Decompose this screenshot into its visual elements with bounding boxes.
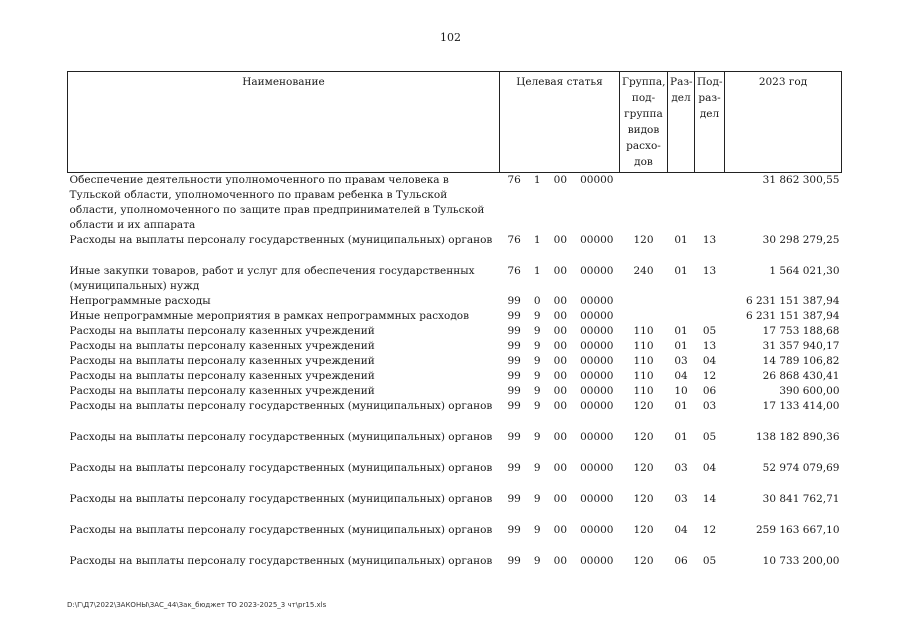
row-amount: 259 163 667,10 bbox=[756, 524, 840, 536]
table-row bbox=[68, 461, 842, 492]
row-section: 01 bbox=[674, 234, 688, 246]
header-year: 2023 год bbox=[725, 72, 842, 173]
row-group: 120 bbox=[633, 493, 654, 505]
table-row bbox=[68, 233, 842, 264]
budget-table bbox=[67, 71, 842, 569]
target-code-c3: 00 bbox=[553, 310, 568, 322]
row-section: 03 bbox=[674, 355, 688, 367]
row-subsection: 05 bbox=[702, 555, 717, 567]
row-name: Расходы на выплаты персоналу казенных учреждений bbox=[69, 385, 375, 397]
target-code-c2: 9 bbox=[533, 493, 541, 505]
row-name: Обеспечение деятельности уполномоченного по правам человека в Тульской области, уполномоченного по правам ребенка в Тульской области, уполномоченного по защите прав предпринимателей в Тульской области и их аппарата bbox=[69, 174, 485, 231]
row-target-code bbox=[500, 339, 620, 354]
target-code-parts bbox=[502, 384, 618, 399]
header-subsection: Под-раз-дел bbox=[695, 72, 725, 173]
row-amount: 1 564 021,30 bbox=[769, 265, 840, 277]
target-code-c1: 99 bbox=[507, 295, 521, 307]
table-row bbox=[68, 264, 842, 294]
target-code-c1: 99 bbox=[507, 524, 521, 536]
row-subsection: 13 bbox=[702, 340, 717, 352]
row-target-code bbox=[500, 294, 620, 309]
row-section: 04 bbox=[674, 370, 688, 382]
table-header-row bbox=[68, 72, 842, 173]
target-code-parts bbox=[502, 339, 618, 354]
row-target-code bbox=[500, 554, 620, 569]
row-subsection: 04 bbox=[702, 462, 717, 474]
row-group: 120 bbox=[633, 462, 654, 474]
target-code-c3: 00 bbox=[553, 493, 568, 505]
target-code-parts bbox=[502, 324, 618, 339]
header-section: Раз-дел bbox=[668, 72, 695, 173]
row-subsection: 05 bbox=[702, 431, 717, 443]
row-group: 110 bbox=[633, 325, 654, 337]
row-amount: 6 231 151 387,94 bbox=[745, 295, 840, 307]
target-code-c4: 00000 bbox=[580, 431, 614, 443]
row-amount: 31 357 940,17 bbox=[762, 340, 840, 352]
target-code-c4: 00000 bbox=[580, 385, 614, 397]
target-code-c3: 00 bbox=[553, 524, 568, 536]
target-code-c2: 0 bbox=[533, 295, 541, 307]
row-subsection: 04 bbox=[702, 355, 717, 367]
target-code-c1: 99 bbox=[507, 355, 521, 367]
table-row bbox=[68, 309, 842, 324]
row-section: 01 bbox=[674, 340, 688, 352]
target-code-parts bbox=[502, 554, 618, 569]
row-section: 03 bbox=[674, 493, 688, 505]
row-target-code bbox=[500, 369, 620, 384]
row-amount: 31 862 300,55 bbox=[762, 174, 840, 186]
target-code-parts bbox=[502, 523, 618, 538]
target-code-c3: 00 bbox=[553, 555, 568, 567]
target-code-c1: 99 bbox=[507, 555, 521, 567]
row-target-code bbox=[500, 384, 620, 399]
table-row bbox=[68, 173, 842, 234]
target-code-c4: 00000 bbox=[580, 340, 614, 352]
target-code-c2: 9 bbox=[533, 462, 541, 474]
target-code-c4: 00000 bbox=[580, 310, 614, 322]
target-code-parts bbox=[502, 309, 618, 324]
row-target-code bbox=[500, 492, 620, 523]
table-row bbox=[68, 554, 842, 569]
row-group: 110 bbox=[633, 340, 654, 352]
row-name: Расходы на выплаты персоналу государственных (муниципальных) органов bbox=[69, 400, 493, 412]
table-row bbox=[68, 354, 842, 369]
row-subsection: 12 bbox=[702, 370, 717, 382]
target-code-c2: 9 bbox=[533, 355, 541, 367]
row-section bbox=[668, 294, 695, 309]
table-row bbox=[68, 324, 842, 339]
target-code-c3: 00 bbox=[553, 385, 568, 397]
row-group: 120 bbox=[633, 400, 654, 412]
target-code-c1: 99 bbox=[507, 385, 521, 397]
row-section: 04 bbox=[674, 524, 688, 536]
row-section: 01 bbox=[674, 400, 688, 412]
row-group: 110 bbox=[633, 370, 654, 382]
row-amount: 17 753 188,68 bbox=[762, 325, 840, 337]
row-target-code bbox=[500, 354, 620, 369]
target-code-parts bbox=[502, 294, 618, 309]
target-code-c3: 00 bbox=[553, 295, 568, 307]
target-code-c3: 00 bbox=[553, 325, 568, 337]
target-code-c3: 00 bbox=[553, 355, 568, 367]
target-code-c3: 00 bbox=[553, 234, 568, 246]
row-name: Расходы на выплаты персоналу казенных учреждений bbox=[69, 370, 375, 382]
table-row bbox=[68, 384, 842, 399]
target-code-parts bbox=[502, 233, 618, 248]
row-name: Расходы на выплаты персоналу государственных (муниципальных) органов bbox=[69, 234, 493, 246]
row-target-code bbox=[500, 523, 620, 554]
row-name: Расходы на выплаты персоналу государственных (муниципальных) органов bbox=[69, 462, 493, 474]
target-code-c3: 00 bbox=[553, 370, 568, 382]
target-code-parts bbox=[502, 264, 618, 279]
row-group: 120 bbox=[633, 524, 654, 536]
row-section: 10 bbox=[674, 385, 688, 397]
row-target-code bbox=[500, 461, 620, 492]
row-target-code bbox=[500, 264, 620, 294]
row-subsection bbox=[695, 294, 725, 309]
target-code-parts bbox=[502, 354, 618, 369]
row-amount: 138 182 890,36 bbox=[756, 431, 840, 443]
target-code-parts bbox=[502, 369, 618, 384]
row-name: Непрограммные расходы bbox=[69, 295, 211, 307]
target-code-c2: 1 bbox=[533, 174, 541, 186]
target-code-c3: 00 bbox=[553, 174, 568, 186]
header-name: Наименование bbox=[68, 72, 500, 173]
page-number: 102 bbox=[440, 31, 461, 44]
target-code-c2: 9 bbox=[533, 340, 541, 352]
row-subsection: 06 bbox=[702, 385, 717, 397]
row-group: 110 bbox=[633, 385, 654, 397]
row-section bbox=[668, 309, 695, 324]
row-section: 06 bbox=[674, 555, 688, 567]
row-subsection: 14 bbox=[702, 493, 717, 505]
file-path-footer: D:\Г\Д7\2022\ЗАКОНЫ\ЗАС_44\Зак_бюджет ТО 2023-2025_3 чт\pr15.xls bbox=[67, 601, 327, 609]
table-row bbox=[68, 339, 842, 354]
row-amount: 26 868 430,41 bbox=[762, 370, 840, 382]
target-code-c2: 9 bbox=[533, 524, 541, 536]
row-subsection: 12 bbox=[702, 524, 717, 536]
target-code-c4: 00000 bbox=[580, 355, 614, 367]
row-group: 110 bbox=[633, 355, 654, 367]
target-code-c4: 00000 bbox=[580, 524, 614, 536]
target-code-c2: 9 bbox=[533, 555, 541, 567]
header-target: Целевая статья bbox=[500, 72, 620, 173]
row-group: 120 bbox=[633, 555, 654, 567]
row-amount: 6 231 151 387,94 bbox=[745, 310, 840, 322]
target-code-parts bbox=[502, 399, 618, 414]
target-code-c4: 00000 bbox=[580, 555, 614, 567]
target-code-c1: 76 bbox=[507, 174, 521, 186]
row-name: Расходы на выплаты персоналу государственных (муниципальных) органов bbox=[69, 431, 493, 443]
target-code-c1: 99 bbox=[507, 310, 521, 322]
row-subsection bbox=[695, 309, 725, 324]
row-subsection: 13 bbox=[702, 234, 717, 246]
target-code-c4: 00000 bbox=[580, 493, 614, 505]
row-target-code bbox=[500, 399, 620, 430]
row-amount: 30 841 762,71 bbox=[762, 493, 840, 505]
row-amount: 17 133 414,00 bbox=[762, 400, 840, 412]
target-code-c2: 9 bbox=[533, 431, 541, 443]
target-code-parts bbox=[502, 461, 618, 476]
row-section: 01 bbox=[674, 265, 688, 277]
target-code-c2: 1 bbox=[533, 234, 541, 246]
target-code-c4: 00000 bbox=[580, 370, 614, 382]
row-section: 01 bbox=[674, 431, 688, 443]
row-section: 01 bbox=[674, 325, 688, 337]
table-row bbox=[68, 294, 842, 309]
target-code-c4: 00000 bbox=[580, 295, 614, 307]
row-subsection: 03 bbox=[702, 400, 717, 412]
target-code-c2: 9 bbox=[533, 310, 541, 322]
target-code-c3: 00 bbox=[553, 431, 568, 443]
row-target-code bbox=[500, 173, 620, 234]
target-code-c4: 00000 bbox=[580, 325, 614, 337]
row-name: Расходы на выплаты персоналу государственных (муниципальных) органов bbox=[69, 493, 493, 505]
row-section: 03 bbox=[674, 462, 688, 474]
row-group bbox=[620, 173, 668, 234]
table-row bbox=[68, 399, 842, 430]
row-subsection: 13 bbox=[702, 265, 717, 277]
row-section bbox=[668, 173, 695, 234]
target-code-c1: 99 bbox=[507, 325, 521, 337]
row-group bbox=[620, 294, 668, 309]
row-name: Иные непрограммные мероприятия в рамках непрограммных расходов bbox=[69, 310, 470, 322]
row-amount: 52 974 079,69 bbox=[762, 462, 840, 474]
table-body bbox=[68, 173, 842, 570]
target-code-c1: 99 bbox=[507, 340, 521, 352]
row-amount: 30 298 279,25 bbox=[762, 234, 840, 246]
row-amount: 14 789 106,82 bbox=[762, 355, 840, 367]
target-code-c2: 9 bbox=[533, 385, 541, 397]
row-subsection bbox=[695, 173, 725, 234]
target-code-c1: 76 bbox=[507, 234, 521, 246]
row-target-code bbox=[500, 233, 620, 264]
target-code-c4: 00000 bbox=[580, 234, 614, 246]
target-code-c4: 00000 bbox=[580, 400, 614, 412]
target-code-parts bbox=[502, 492, 618, 507]
table-row bbox=[68, 492, 842, 523]
target-code-c2: 9 bbox=[533, 370, 541, 382]
target-code-c1: 76 bbox=[507, 265, 521, 277]
row-name: Расходы на выплаты персоналу государственных (муниципальных) органов bbox=[69, 524, 493, 536]
row-group: 120 bbox=[633, 234, 654, 246]
row-target-code bbox=[500, 309, 620, 324]
row-amount: 10 733 200,00 bbox=[762, 555, 840, 567]
target-code-c3: 00 bbox=[553, 462, 568, 474]
row-target-code bbox=[500, 430, 620, 461]
target-code-c1: 99 bbox=[507, 462, 521, 474]
target-code-c3: 00 bbox=[553, 340, 568, 352]
target-code-c1: 99 bbox=[507, 431, 521, 443]
target-code-c1: 99 bbox=[507, 370, 521, 382]
row-name: Расходы на выплаты персоналу казенных учреждений bbox=[69, 325, 375, 337]
row-subsection: 05 bbox=[702, 325, 717, 337]
target-code-parts bbox=[502, 173, 618, 188]
header-group: Группа, под-группа видов расхо-дов bbox=[620, 72, 668, 173]
target-code-c4: 00000 bbox=[580, 462, 614, 474]
target-code-c3: 00 bbox=[553, 400, 568, 412]
row-name: Расходы на выплаты персоналу государственных (муниципальных) органов bbox=[69, 555, 493, 567]
target-code-c3: 00 bbox=[553, 265, 568, 277]
row-name: Расходы на выплаты персоналу казенных учреждений bbox=[69, 355, 375, 367]
table-row bbox=[68, 369, 842, 384]
row-amount: 390 600,00 bbox=[779, 385, 840, 397]
row-name: Иные закупки товаров, работ и услуг для обеспечения государственных (муниципальных) нужд bbox=[69, 265, 475, 292]
target-code-parts bbox=[502, 430, 618, 445]
table-row bbox=[68, 430, 842, 461]
table-row bbox=[68, 523, 842, 554]
target-code-c1: 99 bbox=[507, 493, 521, 505]
target-code-c1: 99 bbox=[507, 400, 521, 412]
row-target-code bbox=[500, 324, 620, 339]
row-group: 120 bbox=[633, 431, 654, 443]
row-group bbox=[620, 309, 668, 324]
row-name: Расходы на выплаты персоналу казенных учреждений bbox=[69, 340, 375, 352]
budget-table-container bbox=[67, 71, 841, 569]
target-code-c4: 00000 bbox=[580, 174, 614, 186]
target-code-c2: 1 bbox=[533, 265, 541, 277]
target-code-c4: 00000 bbox=[580, 265, 614, 277]
target-code-c2: 9 bbox=[533, 325, 541, 337]
target-code-c2: 9 bbox=[533, 400, 541, 412]
row-group: 240 bbox=[633, 265, 654, 277]
